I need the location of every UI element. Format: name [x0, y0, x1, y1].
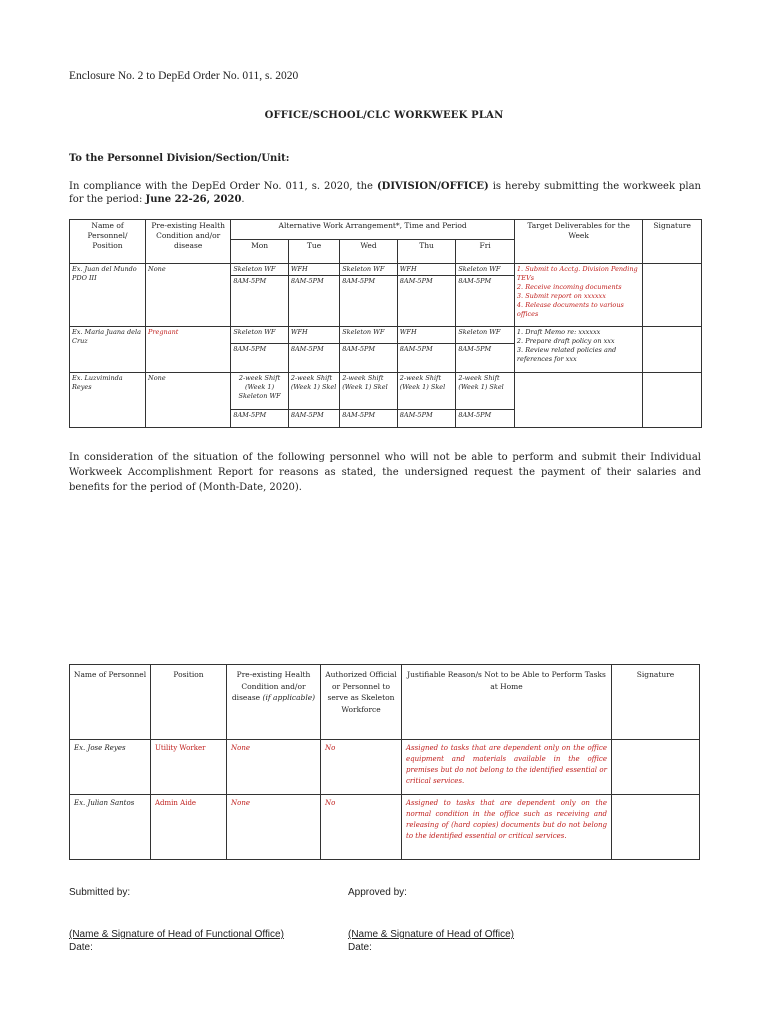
row2-deliverables	[514, 327, 642, 373]
addressee-line: To the Personnel Division/Section/Unit:	[69, 153, 290, 164]
deliverable-item: 4. Release documents to various offices	[516, 301, 624, 318]
t2-row2-signature[interactable]	[612, 795, 700, 860]
t2-row1-position: Utility Worker	[151, 740, 227, 795]
row3-health: None	[146, 373, 231, 428]
row1-time-tue: 8AM-5PM	[288, 276, 339, 327]
row3-signature[interactable]	[643, 373, 702, 428]
t2-row2-position: Admin Aide	[151, 795, 227, 860]
t2-header-signature: Signature	[612, 665, 700, 740]
deliverable-item: 2. Prepare draft policy on xxx	[516, 337, 615, 345]
deliverable-item: 2. Receive incoming documents	[516, 283, 622, 291]
row1-health: None	[146, 264, 231, 327]
compliance-paragraph	[69, 180, 701, 206]
t2-row2-reason: Assigned to tasks that are dependent only on the normal condition in the office such as receiving and releasing of (hard copies) documents but do not belong to the identified essential or critical services.	[402, 795, 612, 860]
row3-time-fri: 8AM-5PM	[456, 410, 515, 428]
t2-header-health-text: Pre-existing Health Condition and/or disease	[231, 670, 311, 702]
row1-arr-thu: WFH	[397, 264, 456, 276]
row2-arr-tue: WFH	[288, 327, 339, 344]
compliance-pre: In compliance with the DepEd Order No. 011, s. 2020, the	[69, 181, 377, 192]
t2-header-position: Position	[151, 665, 227, 740]
row2-arr-thu: WFH	[397, 327, 456, 344]
t2-row1-reason: Assigned to tasks that are dependent only on the office equipment and materials available in the office premises but do not belong to the identified essential or critical services.	[402, 740, 612, 795]
row2-arr-mon: Skeleton WF	[231, 327, 289, 344]
row1-deliverables	[514, 264, 642, 327]
compliance-period: June 22-26, 2020	[145, 194, 242, 205]
deliverable-item: 1. Draft Memo re: xxxxxx	[516, 328, 601, 336]
row3-arr-fri: 2-week Shift (Week 1) Skel	[456, 373, 515, 410]
header-day-thu: Thu	[397, 240, 456, 264]
row1-time-thu: 8AM-5PM	[397, 276, 456, 327]
deliverable-item: 1. Submit to Acctg. Division Pending TEVs	[516, 265, 638, 282]
row2-time-tue: 8AM-5PM	[288, 344, 339, 373]
row3-deliverables	[514, 373, 642, 428]
header-day-wed: Wed	[340, 240, 398, 264]
row1-time-fri: 8AM-5PM	[456, 276, 515, 327]
head-functional-office-signature: (Name & Signature of Head of Functional Office)	[69, 929, 284, 940]
compliance-mid: is hereby submitting the workweek plan for the period:	[69, 181, 701, 205]
t2-header-health	[227, 665, 321, 740]
header-deliverables: Target Deliverables for the Week	[514, 220, 642, 264]
row1-time-mon: 8AM-5PM	[231, 276, 289, 327]
compliance-office: (DIVISION/OFFICE)	[376, 181, 489, 192]
header-day-tue: Tue	[288, 240, 339, 264]
row2-signature[interactable]	[643, 327, 702, 373]
t2-row1-authorized: No	[321, 740, 402, 795]
row3-arr-mon: 2-week Shift (Week 1) Skeleton WF	[231, 373, 289, 410]
row1-signature[interactable]	[643, 264, 702, 327]
row2-time-wed: 8AM-5PM	[340, 344, 398, 373]
exempt-personnel-table	[69, 664, 700, 860]
row2-time-thu: 8AM-5PM	[397, 344, 456, 373]
row2-arr-wed: Skeleton WF	[340, 327, 398, 344]
t2-row1-signature[interactable]	[612, 740, 700, 795]
header-health-condition: Pre-existing Health Condition and/or disease	[146, 220, 231, 264]
header-work-arrangement: Alternative Work Arrangement*, Time and Period	[231, 220, 515, 240]
row2-arr-fri: Skeleton WF	[456, 327, 515, 344]
enclosure-line: Enclosure No. 2 to DepEd Order No. 011, s. 2020	[69, 70, 299, 82]
header-name-position: Name of Personnel/ Position	[70, 220, 146, 264]
header-signature: Signature	[643, 220, 702, 264]
row2-health: Pregnant	[146, 327, 231, 373]
row2-time-mon: 8AM-5PM	[231, 344, 289, 373]
row1-arr-fri: Skeleton WF	[456, 264, 515, 276]
t2-header-authorized: Authorized Official or Personnel to serve as Skeleton Workforce	[321, 665, 402, 740]
row1-arr-wed: Skeleton WF	[340, 264, 398, 276]
t2-header-name: Name of Personnel	[70, 665, 151, 740]
row3-arr-wed: 2-week Shift (Week 1) Skel	[340, 373, 398, 410]
header-day-fri: Fri	[456, 240, 515, 264]
row3-time-mon: 8AM-5PM	[231, 410, 289, 428]
t2-row2-name: Ex. Julian Santos	[70, 795, 151, 860]
row3-time-tue: 8AM-5PM	[288, 410, 339, 428]
t2-row1-name: Ex. Jose Reyes	[70, 740, 151, 795]
row1-name: Ex. Juan del Mundo PDO III	[70, 264, 146, 327]
row1-arr-tue: WFH	[288, 264, 339, 276]
row1-time-wed: 8AM-5PM	[340, 276, 398, 327]
row3-name: Ex. Luzviminda Reyes	[70, 373, 146, 428]
deliverable-item: 3. Review related policies and references for xxx	[516, 346, 617, 363]
row3-time-wed: 8AM-5PM	[340, 410, 398, 428]
t2-header-health-note: (if applicable)	[262, 693, 316, 702]
row2-time-fri: 8AM-5PM	[456, 344, 515, 373]
submitted-date-label: Date:	[69, 942, 93, 953]
header-day-mon: Mon	[231, 240, 289, 264]
compliance-end: .	[241, 194, 245, 205]
head-office-signature: (Name & Signature of Head of Office)	[348, 929, 515, 940]
deliverable-item: 3. Submit report on xxxxxx	[516, 292, 606, 300]
row3-arr-tue: 2-week Shift (Week 1) Skel	[288, 373, 339, 410]
approved-date-label: Date:	[348, 942, 372, 953]
t2-row2-authorized: No	[321, 795, 402, 860]
row3-arr-thu: 2-week Shift (Week 1) Skel	[397, 373, 456, 410]
submitted-by-label: Submitted by:	[69, 887, 131, 898]
row1-arr-mon: Skeleton WF	[231, 264, 289, 276]
page-title: OFFICE/SCHOOL/CLC WORKWEEK PLAN	[264, 110, 504, 121]
row3-time-thu: 8AM-5PM	[397, 410, 456, 428]
workweek-plan-table	[69, 219, 702, 428]
approved-by-label: Approved by:	[348, 887, 407, 898]
row2-name: Ex. Maria Juana dela Cruz	[70, 327, 146, 373]
t2-row1-health: None	[227, 740, 321, 795]
consideration-paragraph: In consideration of the situation of the following personnel who will not be able to perform and submit their Individual Workweek Accomplishment Report for reasons as stated, the undersigned request the payment of their salaries and benefits for the period of (Month-Date, 2020).	[69, 452, 701, 493]
t2-row2-health: None	[227, 795, 321, 860]
t2-header-reason: Justifiable Reason/s Not to be Able to Perform Tasks at Home	[402, 665, 612, 740]
